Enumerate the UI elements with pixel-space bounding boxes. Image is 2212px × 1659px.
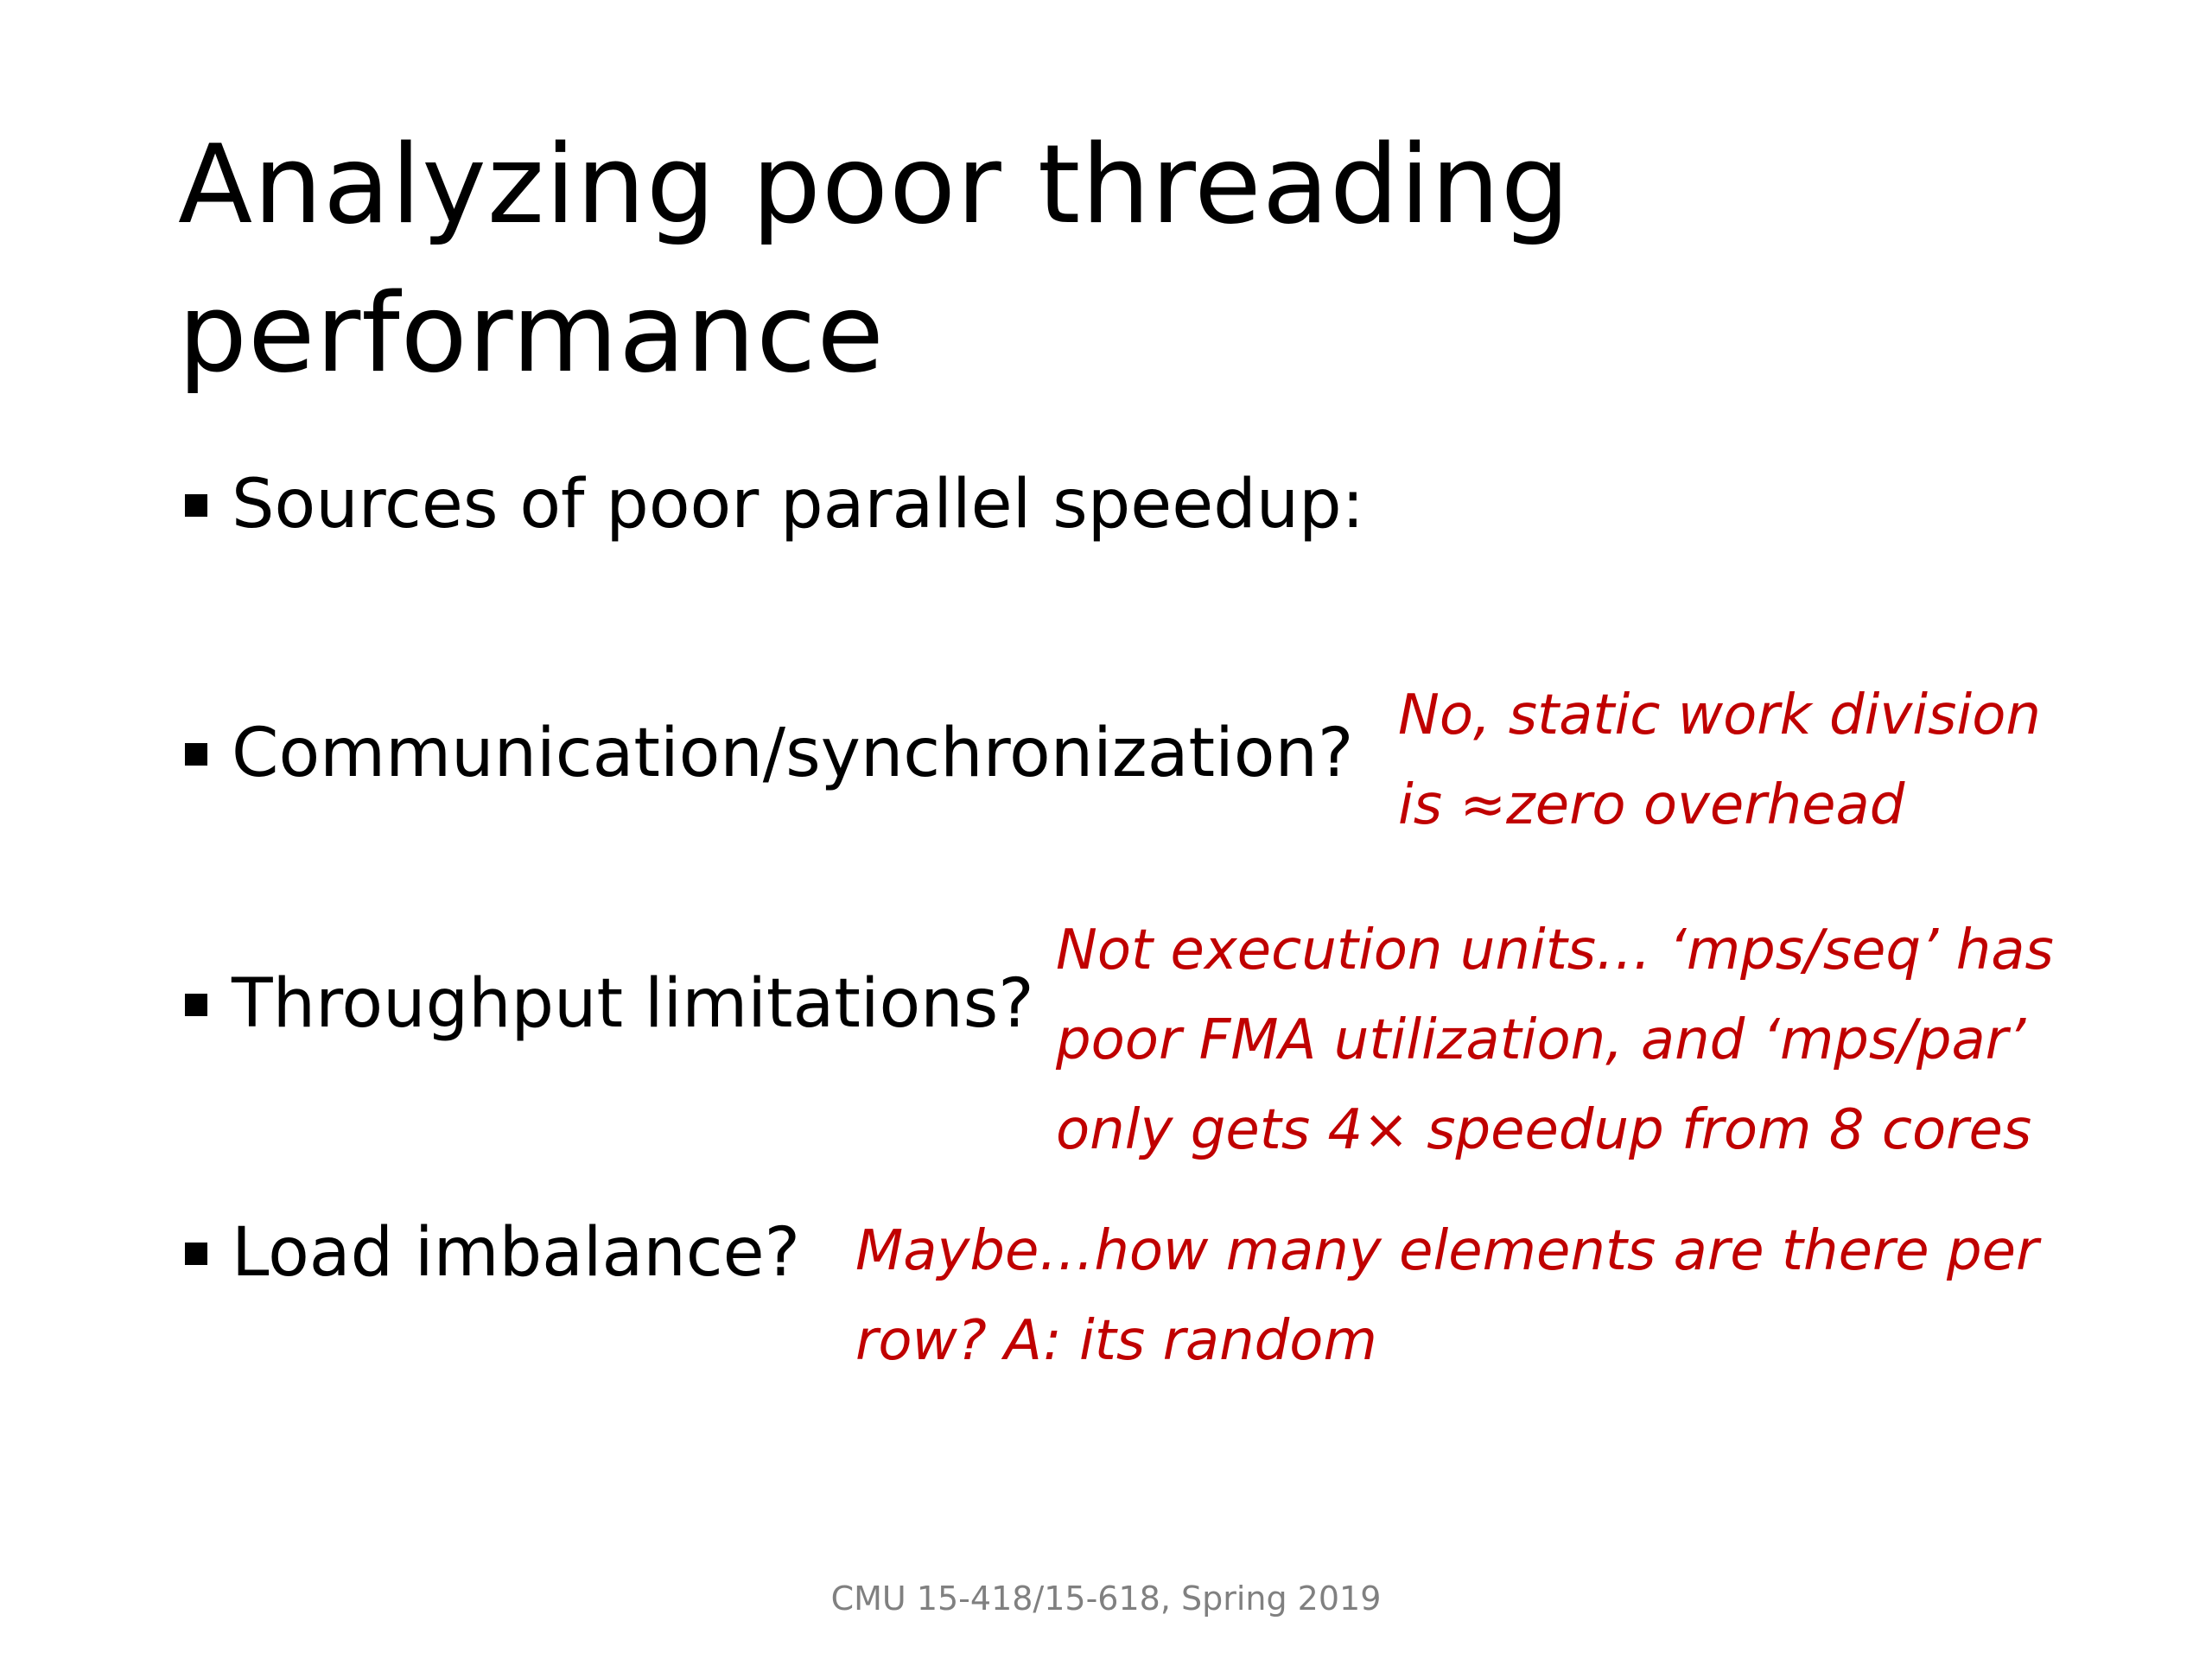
- slide-title-line-1: Analyzing poor threading: [178, 121, 1571, 248]
- bullet-throughput: Throughput limitations?: [232, 965, 1034, 1043]
- note-line: is ≈zero overhead: [1398, 773, 1905, 837]
- note-load-imbalance: [855, 1206, 2038, 1386]
- note-line: No, static work division: [1398, 683, 2041, 747]
- note-line: row? A: its random: [855, 1309, 1377, 1373]
- note-line: poor FMA utilization, and ‘mps/par’: [1056, 1008, 2026, 1072]
- note-communication: [1398, 671, 2041, 850]
- note-line: Not execution units… ‘mps/seq’ has: [1056, 918, 2054, 982]
- bullet-sources: Sources of poor parallel speedup:: [232, 466, 1364, 543]
- slide-title-line-2: performance: [178, 270, 885, 397]
- note-line: Maybe…how many elements are there per: [855, 1219, 2039, 1283]
- bullet-marker: [185, 494, 207, 517]
- note-throughput: [1056, 906, 2054, 1175]
- bullet-communication: Communication/synchronization?: [232, 715, 1354, 792]
- bullet-marker: [185, 1243, 207, 1265]
- bullet-marker: [185, 994, 207, 1016]
- bullet-marker: [185, 743, 207, 766]
- slide-title: [178, 111, 2079, 408]
- bullet-load-imbalance: Load imbalance?: [232, 1214, 801, 1292]
- note-line: only gets 4× speedup from 8 cores: [1056, 1098, 2032, 1162]
- slide-footer: CMU 15-418/15-618, Spring 2019: [830, 1580, 1382, 1618]
